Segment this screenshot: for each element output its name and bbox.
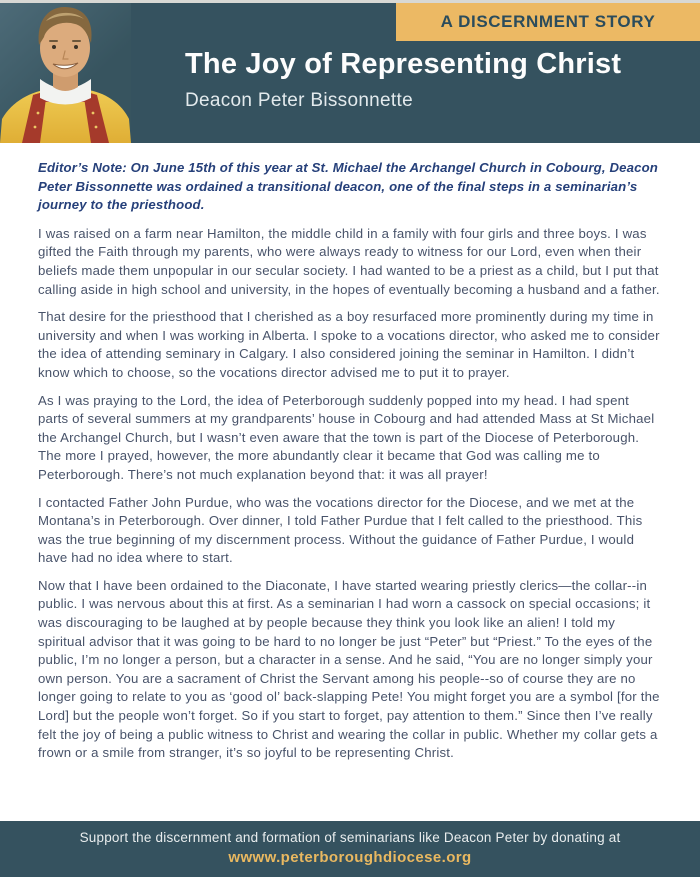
article-paragraph: That desire for the priesthood that I cherished as a boy resurfaced more prominently during my time in university and when I was working in Alberta. I spoke to a vocations director, who asked me to consider the idea of attending seminary in Calgary. I also considered joining the seminar in Hamilton. I didn’t know which to choose, so the vocations director advised me to put it to prayer. [38,309,660,380]
deacon-photo [0,3,131,143]
website-link[interactable]: wwww.peterboroughdiocese.org [228,849,472,866]
support-text: Support the discernment and formation of seminarians like Deacon Peter by donating at [79,830,621,845]
banner-label: A DISCERNMENT STORY [440,12,656,31]
article-paragraph: I was raised on a farm near Hamilton, the middle child in a family with four girls and three boys. I was gifted the Faith through my parents, who were always ready to witness for our Lord, even when their beliefs made them unpopular in our secular society. I had wanted to be a priest as a child, but I put that calling aside in high school and university, in the hopes of eventually becoming a husband and a father. [38,225,660,297]
article-header [0,3,700,143]
article-paragraph: I contacted Father John Purdue, who was the vocations director for the Diocese, and we met at the Montana’s in Peterborough. Over dinner, I told Father Purdue that I felt called to the priesthood. This was the true beginning of my discernment process. Without the guidance of Father Purdue, I would have had no idea where to start. [38,494,643,566]
article-body [0,143,700,821]
article-paragraph: Now that I have been ordained to the Diaconate, I have started wearing priestly clerics—the collar--in public. I was nervous about this at first. As a seminarian I had worn a cassock on special occasions; it was discouraging to be laughed at by people because they think you look like an alien! I told my spiritual advisor that it was going to be hard to no longer be just “Peter” but “Priest.” To the eyes of the public, I’m no longer a person, but a character in a sense. And he said, “You are no longer simply your own person. You are a sacrament of Christ the Servant among his people--so of course they are no longer going to relate to you as ‘good ol’ back-slapping Pete! You might forget you are a symbol [for the Lord] but the people won’t forget. So if you start to forget, pay attention to them.” Since then I’ve really felt the joy of being a public witness to Christ and wearing the collar in public. Whether my collar gets a frown or a smile from stranger, it’s so joyful to be representing Christ. [38,577,660,761]
editors-note: Editor’s Note: On June 15th of this year at St. Michael the Archangel Church in Cobourg, Deacon Peter Bissonnette was ordained a transitional deacon, one of the final steps in a seminarian’s journey to the priesthood. [38,160,658,213]
deacon-portrait-illustration [0,3,131,143]
discernment-story-banner [396,3,700,41]
page-footer [0,821,700,877]
page-title: The Joy of Representing Christ [185,48,622,80]
author-name: Deacon Peter Bissonnette [185,90,413,111]
article-paragraph: As I was praying to the Lord, the idea of Peterborough suddenly popped into my head. I had spent parts of several summers at my grandparents’ house in Cobourg and had attended Mass at St Michael the Archangel Church, but I wasn’t even aware that the town is part of the Diocese of Peterborough. The more I prayed, however, the more abundantly clear it became that God was calling me to Peterborough. There’s not much explanation beyond that: it was all prayer! [38,392,655,482]
